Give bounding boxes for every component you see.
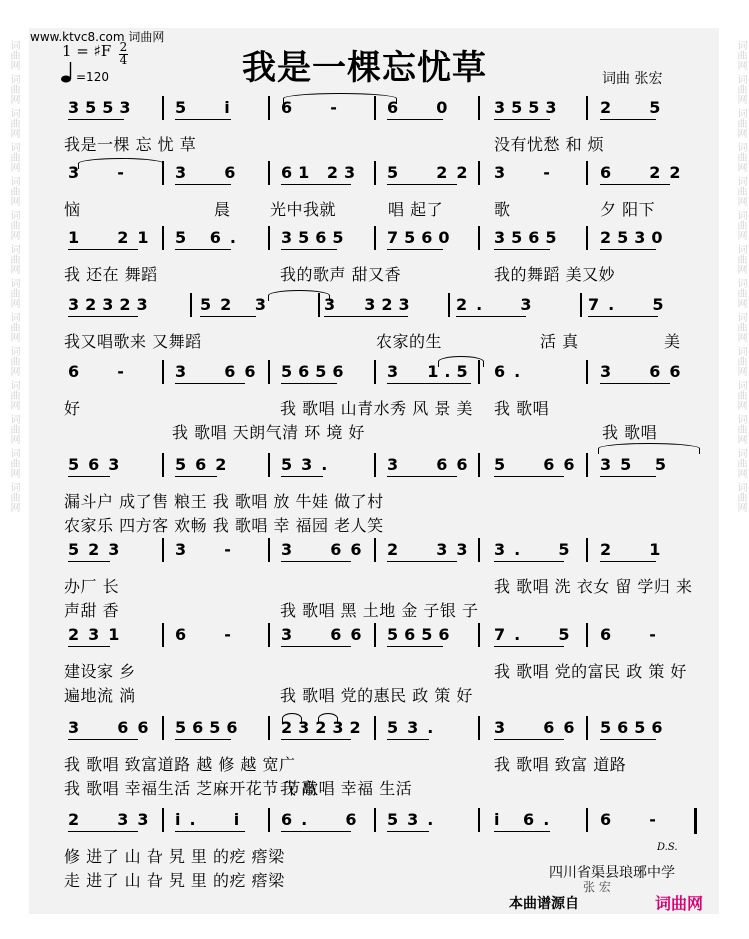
final-barline <box>694 808 697 834</box>
note-group: 231 <box>68 625 129 644</box>
note-group: 3 66 <box>281 540 371 559</box>
watermark-text: 词曲网 <box>735 380 746 410</box>
note-group: 6 - <box>600 625 665 644</box>
lyric-text: 我 歌唱 致富 道路 <box>494 755 627 774</box>
watermark-text: 词曲网 <box>8 142 19 172</box>
note-group: 7560 <box>387 228 456 247</box>
watermark-text: 词曲网 <box>8 74 19 104</box>
watermark-text: 词曲网 <box>8 108 19 138</box>
lyric-text: 我的歌声 甜又香 <box>280 265 402 284</box>
watermark-text: 词曲网 <box>8 210 19 240</box>
lyric-text-verse2: 农家乐 四方客 欢畅 我 歌唱 幸 福园 老人笑 <box>64 516 384 535</box>
note-group: 3565 <box>281 228 350 247</box>
note-group: 3 66 <box>281 625 371 644</box>
lyric-text-verse2: 我 歌唱 <box>602 423 658 442</box>
lyric-text: 唱 起了 <box>388 200 444 219</box>
key-signature: 1 = ♯F <box>62 42 112 60</box>
note-group: 53. <box>281 455 337 474</box>
note-group: 7. 5 <box>588 295 673 314</box>
lyric-text: 好 <box>64 399 81 418</box>
note-group: 3 66 <box>494 718 584 737</box>
slur-mark <box>318 713 338 724</box>
note-group: 53. <box>387 810 443 829</box>
slur-mark <box>438 356 484 367</box>
note-group: 3553 <box>494 98 563 117</box>
watermark-text: 词曲网 <box>8 380 19 410</box>
note-group: 563 <box>68 455 129 474</box>
note-group: 7. 5 <box>494 625 579 644</box>
lyric-text: 美 <box>664 332 681 351</box>
note-group: 3 66 <box>175 362 265 381</box>
note-group: 2. 3 <box>456 295 541 314</box>
note-group: 5 6. <box>175 228 245 247</box>
lyric-text: 修 进了 山 旮 旯 里 的疙 瘩梁 <box>64 847 285 866</box>
lyric-text-verse2: 我 歌唱 黑 土地 金 子银 子 <box>280 601 479 620</box>
note-group: 3 66 <box>387 455 477 474</box>
note-group: 2 5 <box>600 98 670 117</box>
note-group: i. i <box>175 810 249 829</box>
note-group: 5656 <box>600 718 669 737</box>
note-group: 523 <box>68 540 129 559</box>
lyric-text: 办厂 长 <box>64 577 120 596</box>
note-group: 35 5 <box>600 455 675 474</box>
note-group: 53. <box>387 718 443 737</box>
source-label: 本曲谱源自 <box>509 896 579 912</box>
time-top: 2 <box>119 40 128 54</box>
watermark-text: 词曲网 <box>735 40 746 70</box>
note-group: 3 - <box>494 163 559 182</box>
slur-mark <box>283 93 397 104</box>
note-group: 2 33 <box>387 540 477 559</box>
note-group: 3 66 <box>600 362 690 381</box>
note-group: 5 i <box>175 98 239 117</box>
note-group: 3 66 <box>68 718 158 737</box>
footer-author: 张 宏 <box>583 880 611 894</box>
watermark-text: 词曲网 <box>8 414 19 444</box>
lyric-text: 农家的生 <box>376 332 443 351</box>
note-group: 5656 <box>387 625 456 644</box>
lyric-text: 我的舞蹈 美又妙 <box>494 265 616 284</box>
note-group: 6 - <box>281 98 346 117</box>
note-group: 3. 5 <box>494 540 579 559</box>
note-group: 6 - <box>600 810 665 829</box>
note-group: 6. <box>494 362 530 381</box>
lyric-text: 晨 <box>214 200 231 219</box>
watermark-text: 词曲网 <box>8 244 19 274</box>
author-credit: 词曲 张宏 <box>602 71 663 87</box>
note-group: 61 23 <box>281 163 362 182</box>
watermark-text: 词曲网 <box>735 74 746 104</box>
lyric-text-verse2: 我 歌唱 党的惠民 政 策 好 <box>280 686 473 705</box>
note-group: 3565 <box>494 228 563 247</box>
note-group: 23232 <box>281 718 367 737</box>
site-url[interactable]: www.ktvc8.com 词曲网 <box>30 30 165 44</box>
note-group: 6 - <box>68 362 133 381</box>
slur-mark <box>282 713 302 724</box>
watermark-text: 词曲网 <box>735 210 746 240</box>
watermark-text: 词曲网 <box>735 448 746 478</box>
lyric-text: 漏斗户 成了售 粮王 我 歌唱 放 牛娃 做了村 <box>64 492 384 511</box>
watermark-text: 词曲网 <box>735 176 746 206</box>
slur-mark <box>268 290 330 301</box>
lyric-text: 建设家 乡 <box>64 662 136 681</box>
watermark-text: 词曲网 <box>8 40 19 70</box>
lyric-text: 我 还在 舞蹈 <box>64 265 158 284</box>
note-group: 5656 <box>281 362 350 381</box>
watermark-text: 词曲网 <box>8 312 19 342</box>
note-group: 5 22 <box>387 163 477 182</box>
lyric-text: 我是一棵 忘 忧 草 <box>64 135 197 154</box>
note-group: 52 3 <box>200 295 275 314</box>
lyric-text-verse2: 我 歌唱 幸福生活 芝麻开花节 节高 <box>64 779 318 798</box>
note-group: 2530 <box>600 228 669 247</box>
lyric-text: 我 歌唱 致富道路 越 修 越 宽广 <box>64 755 296 774</box>
watermark-left <box>2 40 20 512</box>
ds-mark: D.S. <box>657 842 678 853</box>
time-bottom: 4 <box>119 53 128 67</box>
note-group: 5 66 <box>494 455 584 474</box>
watermark-text: 词曲网 <box>8 278 19 308</box>
source-site-link[interactable]: 词曲网 <box>655 894 704 913</box>
note-group: 562 <box>175 455 236 474</box>
note-group: 3553 <box>68 98 137 117</box>
lyric-text-verse2: 声甜 香 <box>64 601 120 620</box>
note-group: 2 33 <box>68 810 158 829</box>
lyric-text: 我 歌唱 洗 衣女 留 学归 来 <box>494 577 693 596</box>
watermark-text: 词曲网 <box>8 176 19 206</box>
tempo-mark: =120 <box>76 70 109 84</box>
watermark-text: 词曲网 <box>735 244 746 274</box>
note-group: 32323 <box>68 295 154 314</box>
page-title: 我是一棵忘忧草 <box>242 48 487 88</box>
lyric-text: 我又唱歌来 又舞蹈 <box>64 332 202 351</box>
lyric-text: 我 歌唱 <box>494 399 550 418</box>
slur-mark <box>598 443 700 454</box>
watermark-text: 词曲网 <box>735 414 746 444</box>
lyric-text: 我 歌唱 山青水秀 风 景 美 <box>280 399 473 418</box>
watermark-text: 词曲网 <box>735 142 746 172</box>
watermark-text: 词曲网 <box>8 448 19 478</box>
lyric-text: 我 歌唱 党的富民 政 策 好 <box>494 662 687 681</box>
note-group: 3 6 <box>175 163 245 182</box>
note-group: 6 22 <box>600 163 690 182</box>
watermark-right <box>729 40 747 512</box>
note-group: 3 1.5 <box>387 362 474 381</box>
lyric-text: 没有忧愁 和 烦 <box>494 135 605 154</box>
watermark-text: 词曲网 <box>8 482 19 512</box>
note-group: 1 21 <box>68 228 158 247</box>
note-group: 3 - <box>175 540 240 559</box>
lyric-text: 夕 阳下 <box>600 200 656 219</box>
watermark-text: 词曲网 <box>8 346 19 376</box>
note-group: 6. 6 <box>281 810 366 829</box>
watermark-text: 词曲网 <box>735 278 746 308</box>
note-group: 2 1 <box>600 540 670 559</box>
note-group: 3 323 <box>324 295 416 314</box>
lyric-text-verse2: 我 歌唱 天朗气清 环 境 好 <box>172 423 365 442</box>
note-group: 3 - <box>68 163 133 182</box>
lyric-text: 光中我就 <box>270 200 337 219</box>
lyric-text: 活 真 <box>540 332 579 351</box>
watermark-text: 词曲网 <box>735 312 746 342</box>
lyric-text: 歌 <box>494 200 511 219</box>
watermark-text: 词曲网 <box>735 108 746 138</box>
school-name: 四川省渠县琅琊中学 <box>549 865 675 881</box>
note-group: i 6. <box>494 810 559 829</box>
time-signature <box>119 42 128 66</box>
watermark-text: 词曲网 <box>735 346 746 376</box>
note-group: 6 0 <box>387 98 457 117</box>
lyric-text-verse2: 我 歌唱 幸福 生活 <box>280 779 413 798</box>
lyric-text-verse2: 遍地流 淌 <box>64 686 136 705</box>
watermark-text: 词曲网 <box>735 482 746 512</box>
note-group: 6 - <box>175 625 240 644</box>
lyric-text: 恼 <box>64 200 81 219</box>
note-group: 5656 <box>175 718 244 737</box>
slur-mark <box>78 158 164 169</box>
lyric-text-verse2: 走 进了 山 旮 旯 里 的疙 瘩梁 <box>64 871 285 890</box>
